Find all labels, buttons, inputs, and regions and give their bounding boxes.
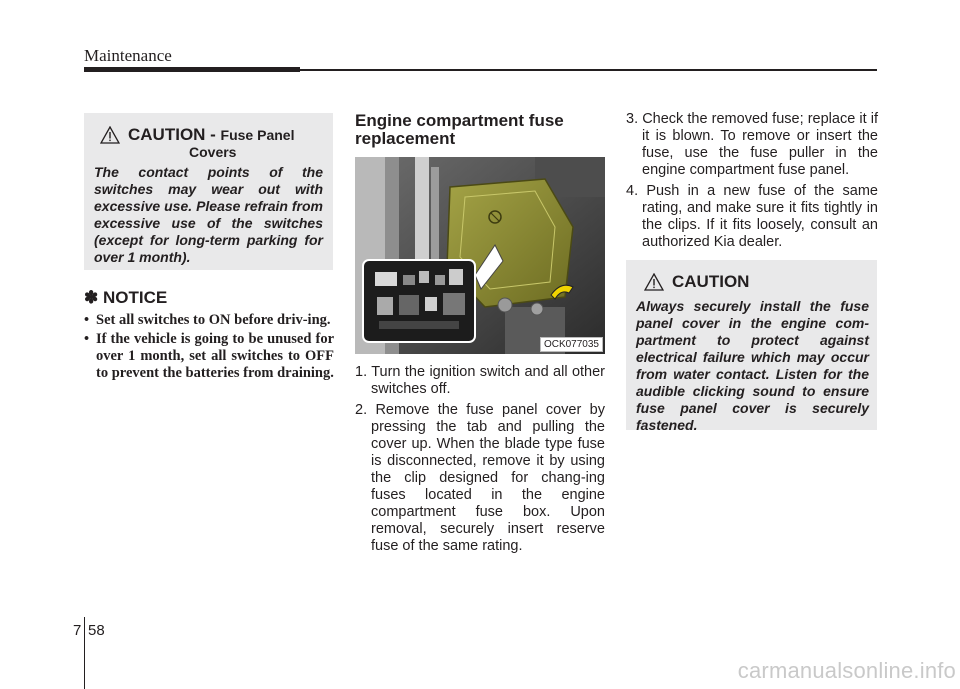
- chapter-number: 7: [73, 622, 82, 639]
- notice-item: • If the vehicle is going to be unused for over 1 month, set all switches to OFF to prevent the batteries from draining.: [84, 331, 334, 381]
- notice-title: NOTICE: [102, 288, 168, 307]
- header-rule-thin: [300, 69, 877, 71]
- footer-divider: [84, 617, 85, 689]
- notice-heading: [84, 288, 334, 308]
- step-item: 3. Check the removed fuse; replace it if it is blown. To remove or insert the fuse, use the fuse puller in the engine compartment fuse panel.: [626, 111, 878, 178]
- notice-section: [84, 288, 334, 384]
- caution-body-text: Always securely install the fuse panel cover in the engine com-partment to protect against electrical failure which may occur from water contact. Listen for the audible clicking sound to ensure fuse panel cover is securely fastened.: [636, 298, 869, 433]
- caution-heading: [100, 125, 323, 145]
- notice-symbol-icon: ✽: [84, 288, 99, 307]
- step-item: 1. Turn the ignition switch and all other switches off.: [355, 364, 605, 397]
- caution-subtitle: Fuse Panel: [220, 127, 295, 143]
- caution-title: CAUTION -: [128, 125, 221, 144]
- caution-box-fuse-panel-covers: [84, 113, 333, 270]
- caution-heading: [644, 272, 869, 292]
- step-item: 2. Remove the fuse panel cover by pressing the tab and pulling the cover up. When the blade type fuse is disconnected, remove it by using the clip designed for chang-ing fuses located in the engine compartment fuse box. Upon removal, securely insert reserve fuse of the same rating.: [355, 402, 605, 554]
- engine-fuse-box-photo: [355, 157, 605, 354]
- page-header-title: Maintenance: [84, 46, 172, 65]
- caution-subtitle-line2: Covers: [189, 144, 237, 160]
- steps-list-right: [626, 111, 878, 255]
- fuse-box-illustration: [355, 157, 605, 354]
- photo-reference-code: OCK077035: [540, 337, 603, 352]
- caution-box-fuse-cover-install: [626, 260, 877, 433]
- step-item: 4. Push in a new fuse of the same rating, and make sure it fits tightly in the clips. If it fits loosely, consult an authorized Kia dealer.: [626, 183, 878, 250]
- warning-triangle-icon: [100, 126, 120, 144]
- notice-item: • Set all switches to ON before driv-ing.: [84, 312, 331, 328]
- watermark-text: carmanualsonline.info: [737, 658, 956, 683]
- header-rule-thick: [84, 67, 300, 72]
- page-number: 58: [88, 622, 105, 639]
- caution-body-text: The contact points of the switches may wear out with excessive use. Please refrain from excessive use of the switches (except for long-term parking for over 1 month).: [94, 164, 323, 265]
- steps-list-left: [355, 364, 605, 559]
- warning-triangle-icon: [644, 273, 664, 291]
- section-title: Engine compartment fuse replacement: [355, 111, 564, 148]
- notice-list: [84, 312, 334, 382]
- caution-title: CAUTION: [672, 272, 750, 291]
